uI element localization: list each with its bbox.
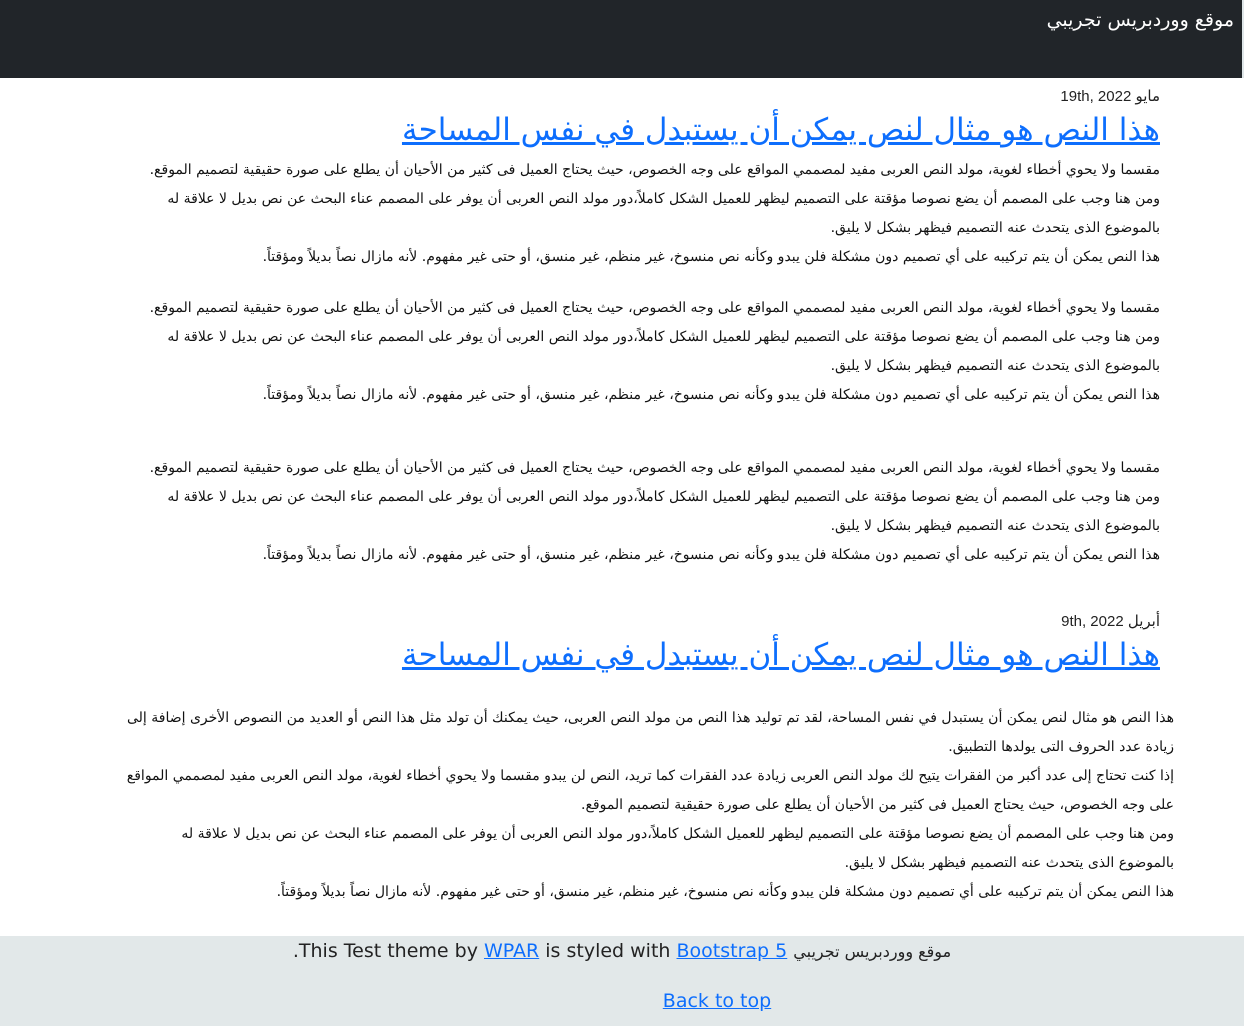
paragraph-line: ومن هنا وجب على المصمم أن يضع نصوصا مؤقتة على التصميم ليظهر للعميل الشكل كاملاً،دور مولد النص العربى أن يوفر على المصمم عناء البحث عن نص بديل لا علاقة له — [181, 826, 1174, 842]
site-header — [0, 0, 1244, 78]
paragraph-line: إذا كنت تحتاج إلى عدد أكبر من الفقرات يتيح لك مولد النص العربى زيادة عدد الفقرات كما تريد، النص لن يبدو مقسما ولا يحوي أخطاء لغوية، مولد النص العربى مفيد لمصممي المواقع — [126, 768, 1174, 784]
footer-text-middle: is styled with — [545, 940, 671, 962]
paragraph-line: زيادة عدد الحروف التى يولدها التطبيق. — [948, 739, 1174, 755]
post-paragraph — [14, 704, 1174, 907]
paragraph-line: ومن هنا وجب على المصمم أن يضع نصوصا مؤقتة على التصميم ليظهر للعميل الشكل كاملاً،دور مولد النص العربى أن يوفر على المصمم عناء البحث عن نص بديل لا علاقة له — [167, 329, 1160, 345]
paragraph-line: هذا النص يمكن أن يتم تركيبه على أي تصميم دون مشكلة فلن يبدو وكأنه نص منسوخ، غير منظم، غير منسق، أو حتى غير مفهوم. لأنه مازال نصاً بديلاً ومؤقتاً. — [262, 387, 1160, 403]
bootstrap-link[interactable]: Bootstrap 5 — [676, 940, 788, 962]
site-title[interactable]: موقع ووردبريس تجريبي — [1046, 9, 1234, 31]
post-title-link[interactable]: هذا النص هو مثال لنص يمكن أن يستبدل في نفس المساحة — [401, 637, 1160, 673]
paragraph-line: بالموضوع الذى يتحدث عنه التصميم فيظهر بشكل لا يليق. — [830, 220, 1160, 236]
paragraph-line: هذا النص هو مثال لنص يمكن أن يستبدل في نفس المساحة، لقد تم توليد هذا النص من مولد النص العربى، حيث يمكنك أن تولد مثل هذا النص أو العديد من النصوص الأخرى إضافة إلى — [126, 710, 1174, 726]
paragraph-line: مقسما ولا يحوي أخطاء لغوية، مولد النص العربى مفيد لمصممي المواقع على وجه الخصوص، حيث يحتاج العميل فى كثير من الأحيان أن يطلع على صورة حقيقية لتصميم الموقع. — [149, 300, 1160, 316]
wpar-link[interactable]: WPAR — [483, 940, 540, 962]
footer-site-name: موقع ووردبريس تجريبي — [793, 942, 952, 961]
post-paragraph — [30, 454, 1160, 570]
paragraph-line: بالموضوع الذى يتحدث عنه التصميم فيظهر بشكل لا يليق. — [830, 518, 1160, 534]
post-title-link[interactable]: هذا النص هو مثال لنص يمكن أن يستبدل في نفس المساحة — [401, 112, 1160, 148]
post-paragraph — [30, 156, 1160, 272]
paragraph-line: هذا النص يمكن أن يتم تركيبه على أي تصميم دون مشكلة فلن يبدو وكأنه نص منسوخ، غير منظم، غير منسق، أو حتى غير مفهوم. لأنه مازال نصاً بديلاً ومؤقتاً. — [262, 249, 1160, 265]
paragraph-line: ومن هنا وجب على المصمم أن يضع نصوصا مؤقتة على التصميم ليظهر للعميل الشكل كاملاً،دور مولد النص العربى أن يوفر على المصمم عناء البحث عن نص بديل لا علاقة له — [167, 191, 1160, 207]
post-article — [10, 613, 1160, 675]
site-footer — [0, 936, 1244, 1026]
post-date: أبريل 9th, 2022 — [1061, 613, 1160, 630]
paragraph-line: هذا النص يمكن أن يتم تركيبه على أي تصميم دون مشكلة فلن يبدو وكأنه نص منسوخ، غير منظم، غير منسق، أو حتى غير مفهوم. لأنه مازال نصاً بديلاً ومؤقتاً. — [276, 884, 1174, 900]
paragraph-line: على وجه الخصوص، حيث يحتاج العميل فى كثير من الأحيان أن يطلع على صورة حقيقية لتصميم الموقع. — [581, 797, 1174, 813]
paragraph-line: مقسما ولا يحوي أخطاء لغوية، مولد النص العربى مفيد لمصممي المواقع على وجه الخصوص، حيث يحتاج العميل فى كثير من الأحيان أن يطلع على صورة حقيقية لتصميم الموقع. — [149, 162, 1160, 178]
post-date: مايو 19th, 2022 — [1060, 88, 1160, 105]
paragraph-line: بالموضوع الذى يتحدث عنه التصميم فيظهر بشكل لا يليق. — [830, 358, 1160, 374]
footer-text-before: This Test theme by — [298, 940, 478, 962]
paragraph-line: هذا النص يمكن أن يتم تركيبه على أي تصميم دون مشكلة فلن يبدو وكأنه نص منسوخ، غير منظم، غير منسق، أو حتى غير مفهوم. لأنه مازال نصاً بديلاً ومؤقتاً. — [262, 547, 1160, 563]
back-to-top-link[interactable]: Back to top — [662, 990, 772, 1012]
paragraph-line: مقسما ولا يحوي أخطاء لغوية، مولد النص العربى مفيد لمصممي المواقع على وجه الخصوص، حيث يحتاج العميل فى كثير من الأحيان أن يطلع على صورة حقيقية لتصميم الموقع. — [149, 460, 1160, 476]
footer-text-end: . — [292, 940, 299, 962]
footer-credit — [0, 938, 1244, 965]
post-article — [30, 88, 1160, 570]
post-paragraph — [30, 294, 1160, 410]
paragraph-line: ومن هنا وجب على المصمم أن يضع نصوصا مؤقتة على التصميم ليظهر للعميل الشكل كاملاً،دور مولد النص العربى أن يوفر على المصمم عناء البحث عن نص بديل لا علاقة له — [167, 489, 1160, 505]
paragraph-line: بالموضوع الذى يتحدث عنه التصميم فيظهر بشكل لا يليق. — [844, 855, 1174, 871]
